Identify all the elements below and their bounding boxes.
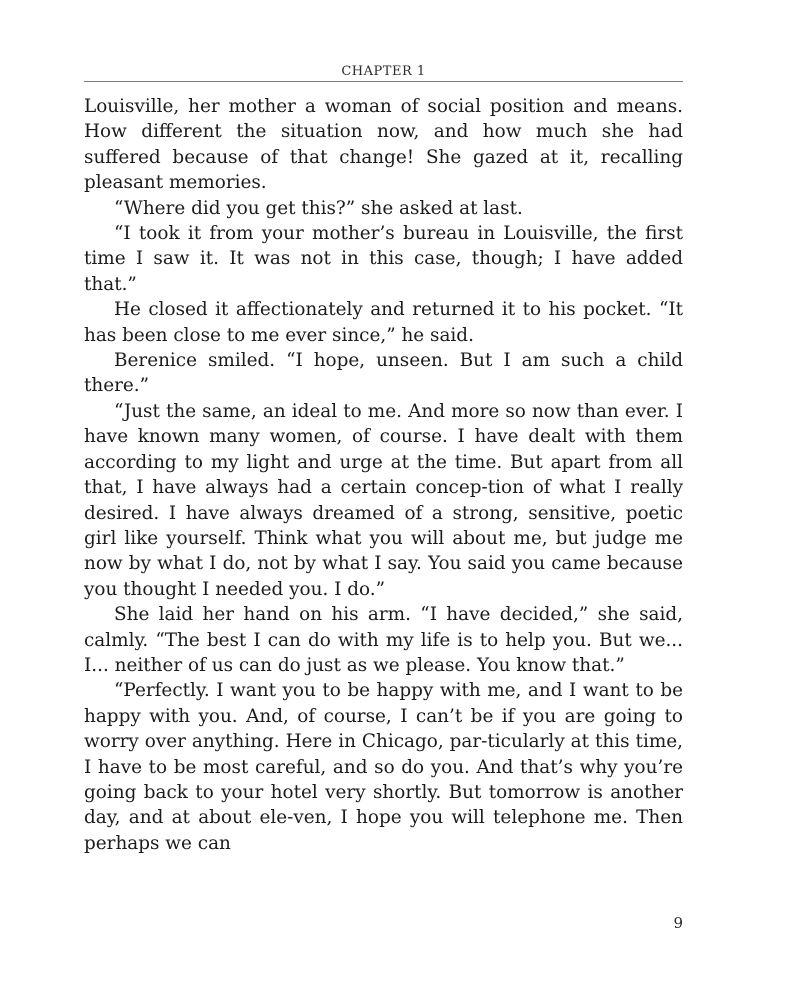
page-number: 9 [673, 914, 683, 932]
paragraph: “Where did you get this?” she asked at last. [114, 197, 523, 219]
body-text [84, 94, 683, 856]
paragraph: “Perfectly. I want you to be happy with me, and I want to be happy with you. And, of course, I can’t be if you are going to worry over anything. Here in Chicago, par-ticularly at this time, I have to be most careful, and so do you. And that’s why you’re going back to your hotel very shortly. But tomorrow is another day, and at about ele-ven, I hope you will telephone me. Then perhaps we can [84, 680, 683, 854]
paragraph: Berenice smiled. “I hope, unseen. But I am such a child there.” [84, 350, 683, 397]
paragraph: She laid her hand on his arm. “I have decided,” she said, calmly. “The best I can do with my life is to help you. But we... I... neither of us can do just as we please. You know that.” [84, 604, 683, 676]
running-head: CHAPTER 1 [341, 64, 426, 79]
paragraph: “I took it from your mother’s bureau in Louisville, the first time I saw it. It was not in this case, though; I have added that.” [84, 223, 683, 295]
header-rule [84, 81, 683, 82]
paragraph: He closed it affectionately and returned it to his pocket. “It has been close to me ever since,” he said. [84, 299, 683, 346]
paragraph: “Just the same, an ideal to me. And more so now than ever. I have known many women, of course. I have dealt with them according to my light and urge at the time. But apart from all that, I have always had a certain concep-tion of what I really desired. I have always dreamed of a strong, sensitive, poetic girl like yourself. Think what you will about me, but judge me now by what I do, not by what I say. You said you came because you thought I needed you. I do.” [84, 400, 683, 600]
paragraph: Louisville, her mother a woman of social position and means. How different the situation now, and how much she had suffered because of that change! She gazed at it, recalling pleasant memories. [84, 96, 683, 194]
